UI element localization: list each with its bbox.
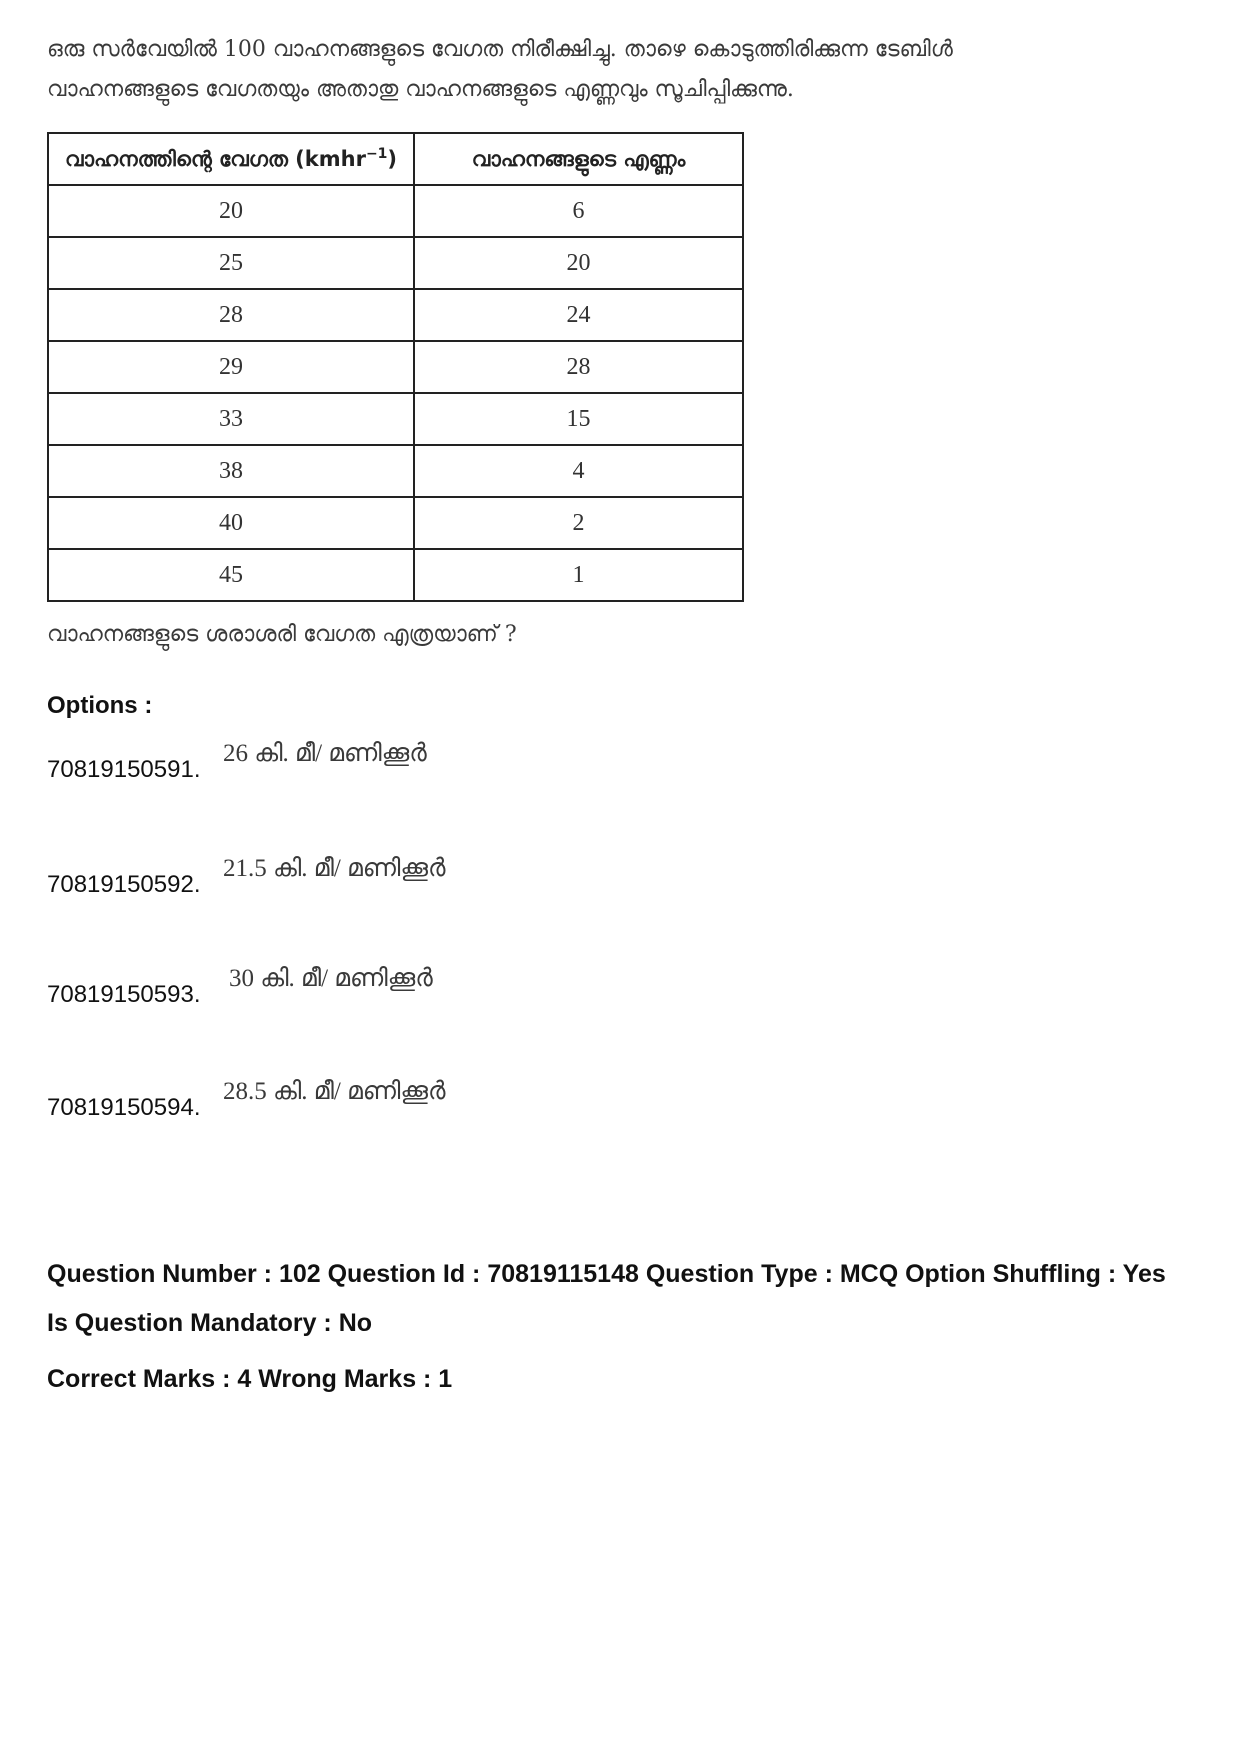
speed-cell: 20 [48,185,414,237]
count-cell: 24 [414,289,743,341]
count-cell: 1 [414,549,743,601]
speed-cell: 28 [48,289,414,341]
count-cell: 4 [414,445,743,497]
option-text: 30 കി. മീ/ മണിക്കൂർ [229,965,433,992]
count-cell: 2 [414,497,743,549]
count-column-header: വാഹനങ്ങളുടെ എണ്ണം [414,133,743,185]
count-cell: 6 [414,185,743,237]
table-row [48,185,743,237]
question-meta-line-1: Question Number : 102 Question Id : 70819115148 Question Type : MCQ Option Shuffling : Yes [47,1260,1166,1288]
table-row [48,237,743,289]
question-intro-line-2: വാഹനങ്ങളുടെ വേഗതയും അതാതു വാഹനങ്ങളുടെ എണ്ണവും സൂചിപ്പിക്കുന്നു. [47,77,794,102]
question-prompt: വാഹനങ്ങളുടെ ശരാശരി വേഗത എത്രയാണ് ? [47,622,517,647]
option-id: 70819150592. [47,871,201,898]
option-id: 70819150593. [47,981,201,1008]
speed-cell: 25 [48,237,414,289]
table-row [48,549,743,601]
table-row [48,393,743,445]
table-row [48,445,743,497]
option-text: 28.5 കി. മീ/ മണിക്കൂർ [223,1078,446,1105]
speed-cell: 33 [48,393,414,445]
speed-column-header: വാഹനത്തിന്റെ വേഗത (kmhr$^{-1}$) [48,133,414,185]
count-cell: 15 [414,393,743,445]
speed-cell: 29 [48,341,414,393]
question-meta-line-3: Correct Marks : 4 Wrong Marks : 1 [47,1365,453,1393]
table-row [48,497,743,549]
speed-cell: 38 [48,445,414,497]
option-id: 70819150591. [47,756,201,783]
question-intro-line-1: ഒരു സർവേയിൽ 100 വാഹനങ്ങളുടെ വേഗത നിരീക്ഷിച്ചു. താഴെ കൊടുത്തിരിക്കുന്ന ടേബിൾ [47,37,953,62]
option-text: 26 കി. മീ/ മണിക്കൂർ [223,740,427,767]
table-row [48,289,743,341]
option-text: 21.5 കി. മീ/ മണിക്കൂർ [223,855,446,882]
options-label: Options : [47,692,153,719]
table-header-row [48,133,743,185]
table-row [48,341,743,393]
speed-count-table [47,132,744,602]
option-id: 70819150594. [47,1094,201,1121]
count-cell: 28 [414,341,743,393]
speed-cell: 40 [48,497,414,549]
question-image [47,30,953,647]
count-cell: 20 [414,237,743,289]
speed-cell: 45 [48,549,414,601]
question-meta-line-2: Is Question Mandatory : No [47,1309,373,1337]
